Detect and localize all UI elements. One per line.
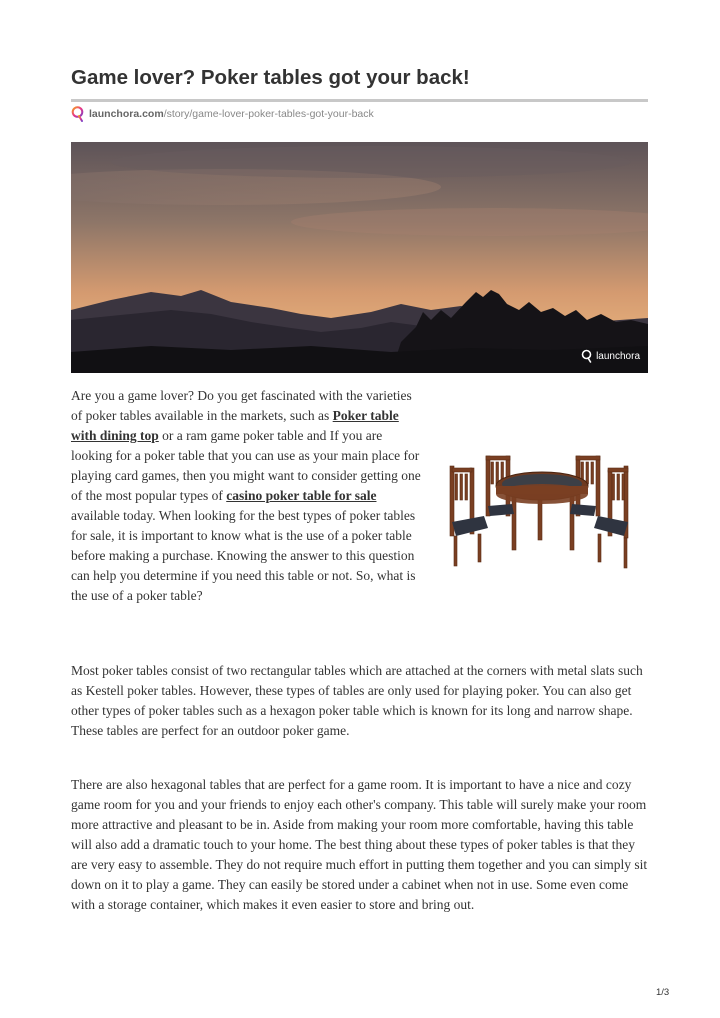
paragraph-1 xyxy=(71,386,421,606)
watermark-text: launchora xyxy=(596,350,640,362)
link-casino-poker-table[interactable]: casino poker table for sale xyxy=(226,488,377,503)
launchora-logo-icon xyxy=(71,105,85,123)
link-poker-table-dining-top[interactable]: Poker table with dining top xyxy=(71,408,399,443)
watermark xyxy=(581,349,640,363)
page-number: 1/3 xyxy=(656,987,670,998)
source-path[interactable]: /story/game-lover-poker-tables-got-your-back xyxy=(163,108,374,120)
page-title: Game lover? Poker tables got your back! xyxy=(71,66,470,89)
paragraph-1-text-b: or a ram game poker table and If you are looking for a poker table that you can use as your main place for playing card games, then you might want to consider getting one of the most popular types of xyxy=(71,428,421,503)
paragraph-3: There are also hexagonal tables that are perfect for a game room. It is important to have a nice and cozy game room for you and your friends to enjoy each other's company. This table will surely make your room more attractive and pleasant to be in. Aside from making your room more comfortable, having this table will also add a dramatic touch to your home. The best thing about these types of poker tables is that they are very easy to assemble. They do not require much effort in putting them together and you can simply sit down on it to play a game. They can easily be stored under a cabinet when not in use. Some even come with a storage container, which makes it even easier to store and bring out. xyxy=(71,777,648,912)
source-domain[interactable]: launchora.com xyxy=(89,108,164,120)
poker-table-set-image xyxy=(438,446,646,572)
paragraph-1-text-a: Are you a game lover? Do you get fascinated with the varieties of poker tables available in the markets, such as xyxy=(71,388,412,423)
paragraph-1-text-c: available today. When looking for the best types of poker tables for sale, it is important to know what is the use of a poker table before making a purchase. Knowing the answer to this question can help you determine if you need this table or not. So, what is the use of a poker table? xyxy=(71,508,416,603)
watermark-logo-icon xyxy=(581,349,593,363)
hero-image xyxy=(71,142,648,373)
source-link[interactable] xyxy=(71,105,374,123)
sunset-landscape xyxy=(71,142,648,373)
title-divider xyxy=(71,99,648,102)
paragraph-2: Most poker tables consist of two rectangular tables which are attached at the corners with metal slats such as Kestell poker tables. However, these types of tables are only used for playing poker. You can also get other types of poker tables such as a hexagon poker table which is known for its long and narrow shape. These tables are perfect for an outdoor poker game. xyxy=(71,663,643,738)
